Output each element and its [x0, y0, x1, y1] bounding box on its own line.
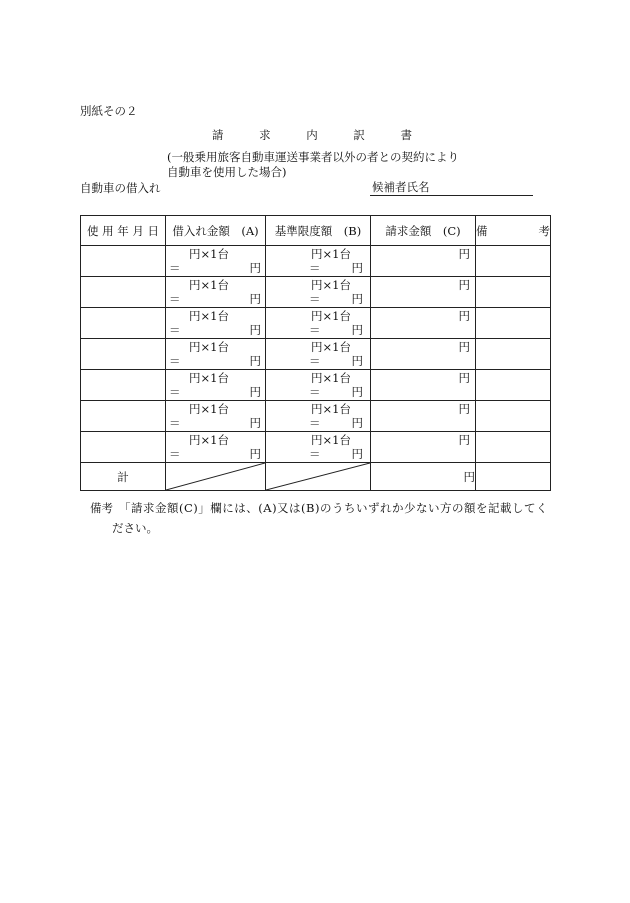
remarks-cell — [476, 277, 551, 308]
standard-limit-cell — [266, 308, 371, 339]
standard-limit-cell — [266, 432, 371, 463]
remarks-cell — [476, 339, 551, 370]
claim-yen: 円 — [458, 278, 470, 292]
date-cell — [81, 339, 166, 370]
limit-unit-price: 円×1台 — [311, 371, 351, 385]
diagonal-stroke — [266, 463, 370, 490]
category-label: 自動車の借入れ — [80, 181, 161, 195]
claim-yen: 円 — [458, 433, 470, 447]
table-row — [81, 401, 551, 432]
table-body — [81, 246, 551, 463]
limit-total-yen: 円 — [351, 323, 363, 337]
limit-total-yen: 円 — [351, 261, 363, 275]
limit-unit-price: 円×1台 — [311, 309, 351, 323]
note-label: 備考 — [90, 501, 113, 515]
claim-amount-cell — [371, 246, 476, 277]
claim-amount-cell — [371, 308, 476, 339]
total-label-cell — [81, 463, 166, 491]
table-row — [81, 432, 551, 463]
borrow-total-yen: 円 — [249, 292, 261, 306]
borrow-total-yen: 円 — [249, 323, 261, 337]
diagonal-line — [266, 463, 370, 490]
claim-yen: 円 — [458, 402, 470, 416]
borrow-amount-cell — [166, 401, 266, 432]
borrow-amount-cell — [166, 432, 266, 463]
date-cell — [81, 246, 166, 277]
claim-yen: 円 — [458, 247, 470, 261]
borrow-total-yen: 円 — [249, 354, 261, 368]
remarks-cell — [476, 308, 551, 339]
date-cell — [81, 308, 166, 339]
limit-total-yen: 円 — [351, 416, 363, 430]
limit-total-yen: 円 — [351, 292, 363, 306]
date-cell — [81, 370, 166, 401]
column-header-remarks-label: 備考 — [476, 223, 550, 238]
date-cell — [81, 401, 166, 432]
claim-yen: 円 — [458, 340, 470, 354]
subtitle-line-1: (一般乗用旅客自動車運送事業者以外の者との契約により — [167, 150, 459, 164]
table-header-row — [81, 216, 551, 246]
document-title: 請求内訳書 — [212, 128, 412, 142]
claim-yen: 円 — [458, 309, 470, 323]
note-text-line-1: 「請求金額(C)」欄には、(A)又は(B)のうちいずれか少ない方の額を記載してく — [119, 501, 548, 515]
borrow-unit-price: 円×1台 — [189, 278, 229, 292]
borrow-equals-sign: ＝ — [169, 261, 181, 275]
limit-unit-price: 円×1台 — [311, 433, 351, 447]
borrow-total-yen: 円 — [249, 385, 261, 399]
limit-equals-sign: ＝ — [309, 261, 321, 275]
borrow-amount-cell — [166, 339, 266, 370]
borrow-amount-cell — [166, 308, 266, 339]
limit-total-yen: 円 — [351, 447, 363, 461]
table-row — [81, 277, 551, 308]
table-row — [81, 370, 551, 401]
subtitle-line-2: 自動車を使用した場合) — [167, 165, 287, 179]
standard-limit-cell — [266, 339, 371, 370]
candidate-name-label: 候補者氏名 — [372, 180, 430, 194]
borrow-total-yen: 円 — [249, 447, 261, 461]
remarks-cell — [476, 432, 551, 463]
limit-unit-price: 円×1台 — [311, 402, 351, 416]
remarks-cell — [476, 246, 551, 277]
total-claim-yen: 円 — [463, 469, 475, 484]
column-header-date — [81, 216, 166, 246]
limit-equals-sign: ＝ — [309, 323, 321, 337]
borrow-total-yen: 円 — [249, 261, 261, 275]
borrow-unit-price: 円×1台 — [189, 309, 229, 323]
borrow-unit-price: 円×1台 — [189, 371, 229, 385]
borrow-equals-sign: ＝ — [169, 354, 181, 368]
candidate-name-field — [370, 180, 533, 196]
total-label: 計 — [117, 469, 129, 484]
column-header-borrow-amount: 借入れ金額 (A) — [166, 216, 266, 246]
borrow-equals-sign: ＝ — [169, 447, 181, 461]
borrow-equals-sign: ＝ — [169, 323, 181, 337]
borrow-total-yen: 円 — [249, 416, 261, 430]
claim-yen: 円 — [458, 371, 470, 385]
total-row — [81, 463, 551, 491]
limit-unit-price: 円×1台 — [311, 340, 351, 354]
total-claim-cell — [371, 463, 476, 491]
standard-limit-cell — [266, 370, 371, 401]
total-limit-cell-struck — [266, 463, 371, 491]
claim-amount-cell — [371, 277, 476, 308]
borrow-unit-price: 円×1台 — [189, 402, 229, 416]
remarks-cell — [476, 370, 551, 401]
diagonal-line — [166, 463, 265, 490]
column-header-date-label: 使用年月日 — [87, 223, 159, 238]
standard-limit-cell — [266, 277, 371, 308]
standard-limit-cell — [266, 246, 371, 277]
limit-unit-price: 円×1台 — [311, 278, 351, 292]
limit-equals-sign: ＝ — [309, 385, 321, 399]
borrow-amount-cell — [166, 370, 266, 401]
diagonal-stroke — [166, 463, 265, 490]
total-borrow-cell-struck — [166, 463, 266, 491]
borrow-unit-price: 円×1台 — [189, 247, 229, 261]
borrow-unit-price: 円×1台 — [189, 433, 229, 447]
borrow-unit-price: 円×1台 — [189, 340, 229, 354]
borrow-amount-cell — [166, 246, 266, 277]
column-header-standard-limit: 基準限度額 (B) — [266, 216, 371, 246]
borrow-amount-cell — [166, 277, 266, 308]
annex-label: 別紙その２ — [80, 104, 138, 118]
claim-amount-cell — [371, 370, 476, 401]
limit-total-yen: 円 — [351, 354, 363, 368]
date-cell — [81, 277, 166, 308]
claim-amount-cell — [371, 401, 476, 432]
column-header-claim-amount: 請求金額 (C) — [371, 216, 476, 246]
date-cell — [81, 432, 166, 463]
remarks-cell — [476, 401, 551, 432]
limit-unit-price: 円×1台 — [311, 247, 351, 261]
standard-limit-cell — [266, 401, 371, 432]
claim-amount-cell — [371, 339, 476, 370]
borrow-equals-sign: ＝ — [169, 385, 181, 399]
table-row — [81, 308, 551, 339]
borrow-equals-sign: ＝ — [169, 416, 181, 430]
limit-equals-sign: ＝ — [309, 292, 321, 306]
limit-total-yen: 円 — [351, 385, 363, 399]
claim-breakdown-table — [80, 215, 551, 491]
limit-equals-sign: ＝ — [309, 416, 321, 430]
borrow-equals-sign: ＝ — [169, 292, 181, 306]
total-remarks-cell — [476, 463, 551, 491]
claim-amount-cell — [371, 432, 476, 463]
limit-equals-sign: ＝ — [309, 447, 321, 461]
limit-equals-sign: ＝ — [309, 354, 321, 368]
note-text-line-2: ださい。 — [112, 521, 158, 535]
table-row — [81, 339, 551, 370]
table-row — [81, 246, 551, 277]
column-header-remarks — [476, 216, 551, 246]
